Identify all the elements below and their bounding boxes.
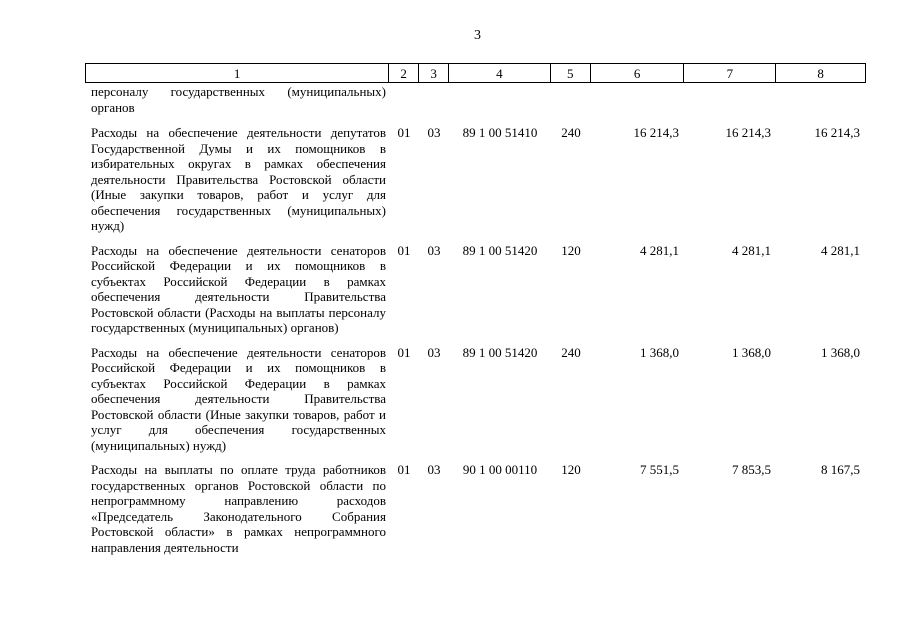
row-amount-1 — [591, 84, 685, 115]
row-amount-2: 4 281,1 — [732, 242, 771, 258]
row-section: 01 — [397, 344, 411, 360]
row-target-code: 89 1 00 51420 — [462, 344, 538, 360]
header-col-8: 8 — [817, 66, 824, 81]
row-expense-type — [551, 84, 591, 115]
table-row — [85, 84, 866, 115]
row-description: Расходы на обеспечение деятельности сенаторов Российской Федерации и их помощников в субъектах Российской Федерации в рамках обеспечения деятельности Правительства Ростовской области (Иные закупки товаров, работ и услуг для обеспечения государственных (муниципальных) нужд) — [91, 344, 386, 453]
row-amount-2: 7 853,5 — [732, 462, 771, 477]
page-number: 3 — [474, 28, 481, 43]
row-description: Расходы на обеспечение деятельности депутатов Государственной Думы и их помощников в избирательных округах в рамках обеспечения деятельности Правительства Ростовской области (Иные закупки товаров, работ и услуг для обеспечения государственных (муниципальных) нужд) — [91, 125, 386, 233]
row-subsection: 03 — [427, 344, 441, 360]
row-amount-3: 1 368,0 — [821, 344, 860, 360]
row-expense-type: 120 — [561, 242, 581, 258]
table-row — [85, 345, 866, 454]
header-col-3: 3 — [419, 64, 449, 82]
row-amount-3: 16 214,3 — [814, 125, 860, 140]
header-col-6: 6 — [591, 64, 685, 82]
row-subsection: 03 — [427, 462, 441, 477]
row-target-code: 89 1 00 51410 — [462, 125, 538, 140]
row-amount-2: 16 214,3 — [725, 125, 771, 140]
row-section: 01 — [397, 462, 411, 477]
row-amount-1: 7 551,5 — [640, 462, 679, 477]
row-subsection: 03 — [427, 125, 441, 140]
row-section: 01 — [397, 242, 411, 258]
row-expense-type: 240 — [561, 125, 581, 140]
row-target-code: 89 1 00 51420 — [462, 242, 538, 258]
header-col-5: 5 — [551, 64, 591, 82]
budget-table — [85, 63, 866, 564]
header-col-7: 7 — [684, 64, 776, 82]
row-subsection: 03 — [427, 242, 441, 258]
row-amount-3: 8 167,5 — [821, 462, 860, 477]
row-amount-2: 1 368,0 — [732, 344, 771, 360]
row-description: Расходы на обеспечение деятельности сенаторов Российской Федерации и их помощников в субъектах Российской Федерации в рамках обеспечения деятельности Правительства Ростовской области (Расходы на выплаты персоналу государственных (муниципальных) органов) — [91, 242, 386, 335]
header-col-2: 2 — [389, 64, 419, 82]
table-row — [85, 243, 866, 336]
row-amount-1: 16 214,3 — [633, 125, 679, 140]
row-amount-1: 1 368,0 — [640, 344, 679, 360]
row-amount-3: 4 281,1 — [821, 242, 860, 258]
row-section — [389, 84, 419, 115]
row-description: персоналу государственных (муниципальных) органов — [91, 84, 386, 115]
row-section: 01 — [397, 125, 411, 140]
table-row — [85, 462, 866, 555]
table-row — [85, 125, 866, 234]
row-amount-2 — [685, 84, 777, 115]
row-expense-type: 240 — [561, 344, 581, 360]
header-col-1: 1 — [86, 64, 389, 82]
row-target-code — [449, 84, 551, 115]
row-subsection — [419, 84, 449, 115]
row-amount-1: 4 281,1 — [640, 242, 679, 258]
row-description: Расходы на выплаты по оплате труда работников государственных органов Ростовской области по непрограммному направлению расходов «Председатель Законодательного Собрания Ростовской области» в рамках непрограммного направления деятельности — [91, 462, 386, 555]
header-col-4: 4 — [449, 64, 551, 82]
row-target-code: 90 1 00 00110 — [462, 462, 538, 477]
row-expense-type: 120 — [561, 462, 581, 477]
table-header — [85, 63, 866, 83]
row-amount-3 — [777, 84, 866, 115]
